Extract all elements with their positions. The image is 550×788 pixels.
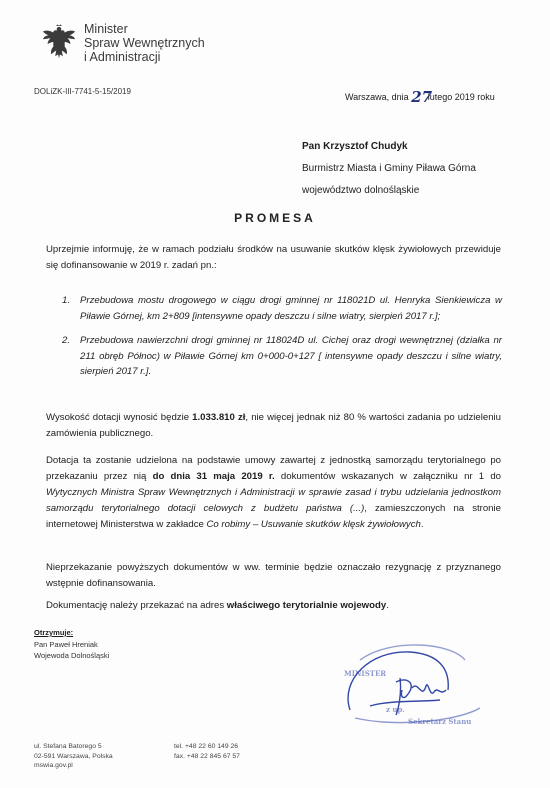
reference-number: DOLiZK-III-7741-5-15/2019 — [34, 87, 131, 96]
footer-phone: tel. +48 22 60 149 26 — [174, 743, 239, 750]
footer-line: 02-591 Warszawa, Polska — [34, 752, 113, 760]
guidelines-title: Wytycznych Ministra Spraw Wewnętrznych i Administracji w sprawie zasad i trybu udzielania jednostkom samorządu terytorialnego dotacji celowych z budżetu państwa (...) — [46, 487, 501, 514]
date-suffix: lutego 2019 roku — [427, 92, 495, 102]
delivery-paragraph — [46, 598, 501, 614]
task-text: Przebudowa mostu drogowego w ciągu drogi gminnej nr 118021D ul. Henryka Sienkiewicza w Piławie Górnej, km 2+809 [intensywne opady deszczu i silne wiatry, sierpień 2017 r.]; — [80, 295, 502, 322]
addressee-position: Burmistrz Miasta i Gminy Piława Górna — [302, 163, 476, 174]
footer-address — [34, 742, 113, 771]
footer-fax: fax. +48 22 845 67 57 — [174, 752, 240, 760]
footer-contact — [174, 742, 240, 761]
conditions-paragraph — [46, 453, 501, 533]
addressee-block — [302, 136, 476, 202]
task-list — [62, 293, 502, 380]
date-line — [345, 86, 495, 104]
task-number: 2. — [62, 335, 71, 346]
list-item — [62, 333, 502, 380]
amount-text: Wysokość dotacji wynosić będzie — [46, 412, 193, 423]
conditions-text: Dotacja ta zostanie udzielona na podstawie umowy zawartej z jednostką samorządu terytorialnego po przekazaniu przez nią — [46, 455, 501, 482]
document-title: PROMESA — [234, 211, 316, 225]
ministry-line: i Administracji — [84, 50, 161, 64]
conditions-text: dokumentów wskazanych w załączniku nr 1 do — [274, 471, 501, 482]
ministry-name — [84, 22, 205, 64]
delivery-text: . — [386, 600, 389, 611]
addressee-region: województwo dolnośląskie — [302, 185, 420, 196]
conditions-text: . — [420, 519, 424, 530]
amount-text: , nie więcej jednak niż 80 % wartości zadania po udzieleniu zamówienia publicznego. — [46, 412, 501, 439]
intro-paragraph: Uprzejmie informuję, że w ramach podziału środków na usuwanie skutków klęsk żywiołowych przewiduje się dofinansowanie w 2019 r. zadań pn.: — [46, 244, 501, 271]
conditions-text: , zamieszczonych na stronie internetowej Ministerstwa w zakładce — [46, 503, 501, 530]
deadline: do dnia 31 maja 2019 r. — [152, 471, 275, 482]
recipients-list — [34, 639, 109, 661]
recipient-line: Wojewoda Dolnośląski — [34, 651, 110, 660]
ministry-line: Minister — [84, 22, 128, 36]
task-text: Przebudowa nawierzchni drogi gminnej nr 118024D ul. Cichej oraz drogi wewnętrznej (działka nr 211 obręb Północ) w Piławie Górnej km 0+000-0+127 [ intensywne opady deszczu i silne wiatry, sierpień 2017 r.]. — [80, 335, 502, 377]
task-number: 1. — [62, 295, 71, 306]
stamp-line: z up. — [386, 705, 405, 714]
footer-line: ul. Stefana Batorego 5 — [34, 743, 102, 750]
recipients-label: Otrzymuje: — [34, 628, 74, 637]
delivery-address: właściwego terytorialnie wojewody — [226, 600, 387, 611]
addressee-name: Pan Krzysztof Chudyk — [302, 141, 408, 152]
stamp-line: MINISTER — [344, 669, 387, 678]
signature-stamp — [330, 640, 490, 730]
delivery-text: Dokumentację należy przekazać na adres — [46, 600, 227, 611]
recipient-line: Pan Paweł Hreniak — [34, 640, 98, 649]
stamp-line: Sekretarz Stanu — [408, 717, 472, 726]
date-prefix: Warszawa, dnia — [345, 92, 409, 102]
handwritten-day: 27 — [411, 88, 433, 106]
amount-paragraph — [46, 410, 501, 442]
notice-paragraph: Nieprzekazanie powyższych dokumentów w ww. terminie będzie oznaczało rezygnację z przyznanego wstępnie dofinansowania. — [46, 562, 501, 589]
website-section: Co robimy – Usuwanie skutków klęsk żywiołowych — [206, 519, 421, 530]
list-item — [62, 293, 502, 324]
eagle-emblem-icon — [40, 24, 78, 62]
dotation-amount: 1.033.810 zł — [192, 412, 246, 423]
footer-website: mswia.gov.pl — [34, 762, 73, 769]
ministry-line: Spraw Wewnętrznych — [84, 36, 205, 50]
